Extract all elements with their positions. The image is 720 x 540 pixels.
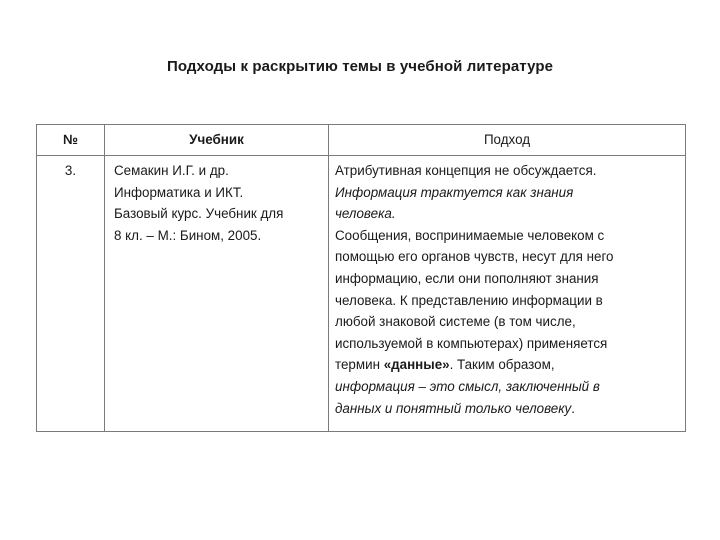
- approach-line-term: [335, 354, 679, 376]
- header-approach: Подход: [329, 125, 686, 156]
- approach-line: Сообщения, воспринимаемые человеком с: [335, 227, 605, 243]
- table-row: [37, 156, 686, 432]
- textbook-line: Информатика и ИКТ.: [114, 184, 244, 200]
- header-number: №: [37, 125, 105, 156]
- textbook-line: 8 кл. – М.: Бином, 2005.: [114, 227, 262, 243]
- approach-line-italic: Информация трактуется как знания: [335, 184, 574, 200]
- approach-line: информацию, если они пополняют знания: [335, 270, 599, 286]
- approach-line: любой знаковой системе (в том числе,: [335, 314, 576, 330]
- header-textbook: Учебник: [105, 125, 329, 156]
- approach-line-final: [335, 398, 679, 420]
- approach-line: помощью его органов чувств, несут для него: [335, 249, 614, 265]
- term-data-bold: «данные»: [383, 357, 450, 373]
- table-header-row: [37, 125, 686, 156]
- textbook-line: Базовый курс. Учебник для: [114, 206, 284, 222]
- row-number: 3.: [37, 156, 105, 432]
- approach-table: [36, 124, 686, 432]
- term-suffix: . Таким образом,: [449, 357, 555, 373]
- approach-cell: [329, 156, 686, 432]
- approach-final-period: .: [571, 400, 575, 416]
- approach-line: Атрибутивная концепция не обсуждается.: [335, 163, 597, 178]
- approach-line-italic: человека.: [335, 206, 396, 222]
- approach-line: человека. К представлению информации в: [335, 292, 603, 308]
- slide-title: Подходы к раскрытию темы в учебной литературе: [166, 58, 554, 75]
- approach-line-italic: информация – это смысл, заключенный в: [335, 378, 600, 394]
- approach-final-italic: данных и понятный только человеку: [335, 400, 572, 416]
- textbook-line: Семакин И.Г. и др.: [114, 163, 229, 178]
- term-prefix: термин: [335, 357, 384, 373]
- approach-line: используемой в компьютерах) применяется: [335, 335, 608, 351]
- textbook-cell: [105, 156, 329, 432]
